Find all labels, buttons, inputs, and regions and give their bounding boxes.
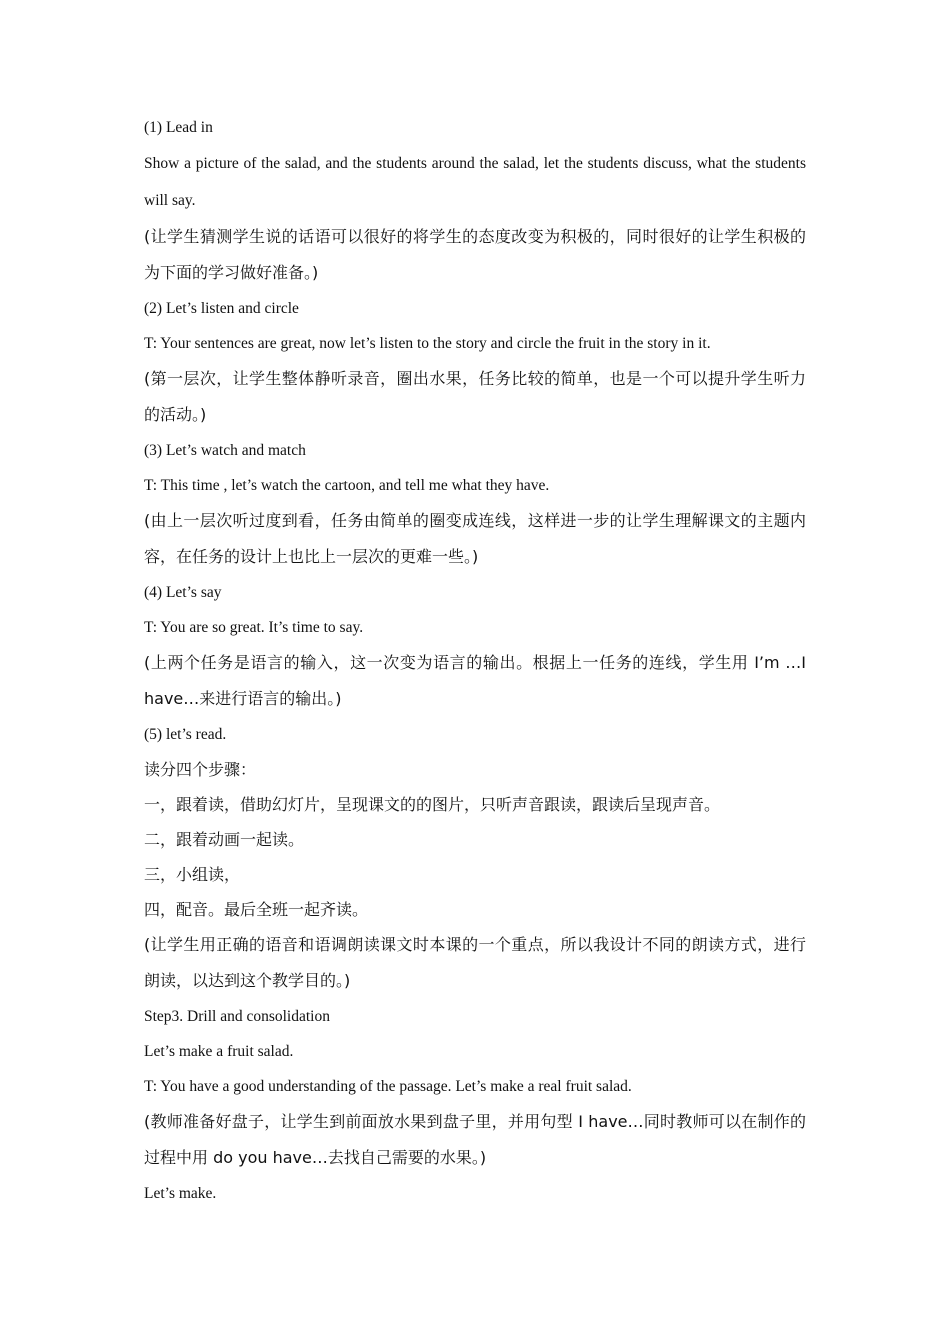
document-body: [144, 110, 806, 1211]
paragraph-watch-note: (由上一层次听过度到看，任务由简单的圈变成连线，这样进一步的让学生理解课文的主题内容，在任务的设计上也比上一层次的更难一些。): [144, 511, 806, 566]
section-heading-watch-and-match: (3) Let’s watch and match: [144, 442, 306, 459]
reading-step-4: 四，配音。最后全班一起齐读。: [144, 900, 369, 919]
paragraph-make-instruction: T: You have a good understanding of the passage. Let’s make a real fruit salad.: [144, 1078, 632, 1095]
paragraph-lets-make: Let’s make.: [144, 1185, 217, 1202]
paragraph-read-note: (让学生用正确的语音和语调朗读课文时本课的一个重点，所以我设计不同的朗读方式，进行朗读，以达到这个教学目的。): [144, 935, 806, 990]
reading-steps-heading: 读分四个步骤：: [144, 760, 257, 779]
paragraph-make-note: (教师准备好盘子，让学生到前面放水果到盘子里，并用句型 I have…同时教师可以在制作的过程中用 do you have…去找自己需要的水果。): [144, 1112, 806, 1167]
paragraph-lead-in-note: (让学生猜测学生说的话语可以很好的将学生的态度改变为积极的，同时很好的让学生积极的为下面的学习做好准备。): [144, 227, 806, 282]
paragraph-listen-note: (第一层次，让学生整体静听录音，圈出水果，任务比较的简单，也是一个可以提升学生听力的活动。): [144, 369, 806, 424]
section-heading-lets-read: (5) let’s read.: [144, 726, 227, 743]
paragraph-say-instruction: T: You are so great. It’s time to say.: [144, 619, 364, 636]
paragraph-watch-instruction: T: This time , let’s watch the cartoon, and tell me what they have.: [144, 477, 550, 494]
reading-step-3: 三，小组读，: [144, 865, 241, 884]
reading-step-1: 一，跟着读，借助幻灯片，呈现课文的的图片，只听声音跟读，跟读后呈现声音。: [144, 795, 721, 814]
section-heading-listen-and-circle: (2) Let’s listen and circle: [144, 300, 299, 317]
section-heading-step3: Step3. Drill and consolidation: [144, 1008, 330, 1025]
paragraph-lead-in-instruction: Show a picture of the salad, and the students around the salad, let the students discuss, what the students will say.: [144, 155, 806, 209]
paragraph-listen-instruction: T: Your sentences are great, now let’s listen to the story and circle the fruit in the story in it.: [144, 335, 711, 352]
section-heading-lead-in: (1) Lead in: [144, 119, 213, 136]
paragraph-make-fruit-salad: Let’s make a fruit salad.: [144, 1043, 294, 1060]
reading-step-2: 二，跟着动画一起读。: [144, 830, 305, 849]
section-heading-lets-say: (4) Let’s say: [144, 584, 222, 601]
paragraph-say-note: (上两个任务是语言的输入，这一次变为语言的输出。根据上一任务的连线，学生用 I’m …I have…来进行语言的输出。): [144, 653, 806, 708]
